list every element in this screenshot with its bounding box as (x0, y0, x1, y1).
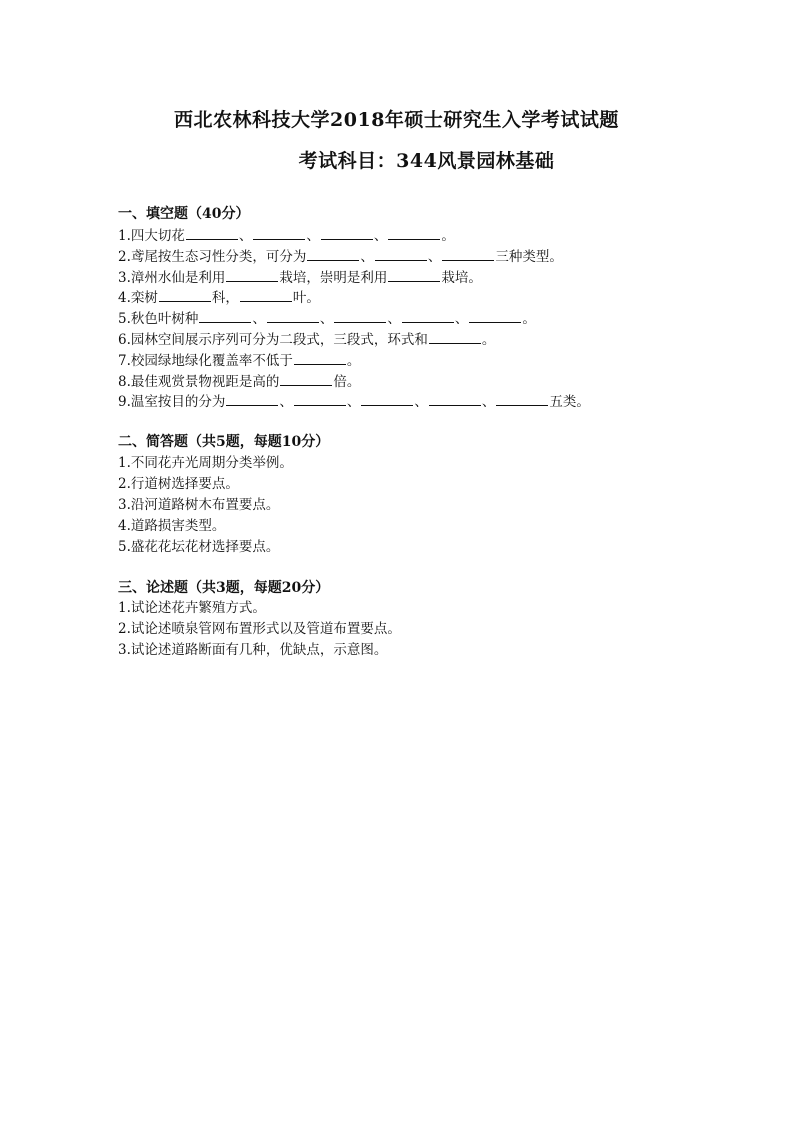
answer-blank (294, 392, 346, 406)
question-text: 栽培。 (441, 269, 482, 286)
question-item (118, 288, 320, 307)
question-item (118, 517, 225, 535)
question-text: 、 (346, 394, 361, 411)
question-text: 倍。 (333, 373, 361, 390)
question-item (118, 454, 293, 472)
answer-blank (429, 330, 481, 344)
answer-blank (469, 309, 521, 323)
answer-blank (294, 351, 346, 365)
question-item (118, 475, 239, 493)
question-text: 、 (427, 248, 442, 265)
answer-blank (429, 392, 481, 406)
section-heading: 三、论述题（共3题，每题20分） (118, 580, 330, 596)
question-item (118, 268, 482, 287)
question-text: 3.沿河道路树木布置要点。 (118, 497, 280, 513)
question-text: 9.温室按目的分为 (118, 394, 226, 411)
question-text: 、 (454, 311, 469, 328)
answer-blank (253, 226, 305, 240)
question-text: 2.行道树选择要点。 (118, 476, 239, 492)
answer-blank (402, 309, 454, 323)
question-text: 2.试论述喷泉管网布置形式以及管道布置要点。 (118, 621, 401, 637)
answer-blank (321, 226, 373, 240)
question-item (118, 496, 279, 514)
question-item (118, 641, 387, 659)
question-item (118, 226, 455, 245)
question-text: 4.道路损害类型。 (118, 518, 226, 534)
question-text: 栽培，崇明是利用 (279, 269, 388, 286)
answer-blank (388, 226, 440, 240)
answer-blank (442, 247, 494, 261)
question-text: 3.试论述道路断面有几种，优缺点，示意图。 (118, 642, 388, 658)
question-text: 、 (414, 394, 428, 411)
question-item (118, 309, 536, 328)
answer-blank (334, 309, 386, 323)
answer-blank (199, 309, 251, 323)
question-item (118, 599, 266, 617)
question-text: 、 (319, 311, 334, 328)
question-text: 、 (360, 248, 374, 265)
section-heading: 一、填空题（40分） (118, 206, 250, 222)
question-text: 5.盛花花坛花材选择要点。 (118, 539, 280, 555)
answer-blank (159, 288, 211, 302)
section-heading: 二、简答题（共5题，每题10分） (118, 434, 330, 450)
question-text: 7.校园绿地绿化覆盖率不低于 (118, 352, 293, 369)
question-text: 叶。 (292, 290, 320, 307)
question-item (118, 372, 360, 391)
question-text: 、 (306, 228, 320, 244)
question-item (118, 620, 401, 638)
answer-blank (267, 309, 319, 323)
question-text: 、 (238, 228, 253, 244)
question-text: 、 (279, 394, 293, 411)
question-text: 1.四大切花 (118, 228, 185, 244)
question-item (118, 247, 563, 266)
answer-blank (226, 268, 278, 282)
question-text: 8.最佳观赏景物视距是高的 (118, 373, 280, 390)
answer-blank (388, 268, 440, 282)
question-text: 科， (211, 290, 239, 307)
question-text: 5.秋色叶树种 (118, 311, 199, 328)
question-text: 、 (387, 311, 401, 328)
question-text: 。 (441, 228, 455, 244)
answer-blank (226, 392, 278, 406)
question-text: 4.栾树 (118, 290, 158, 307)
question-text: 1.试论述花卉繁殖方式。 (118, 600, 266, 616)
answer-blank (361, 392, 413, 406)
question-text: 6.园林空间展示序列可分为二段式，三段式，环式和 (118, 332, 428, 348)
question-item (118, 330, 495, 349)
question-item (118, 351, 360, 370)
exam-subject: 考试科目：344风景园林基础 (298, 150, 555, 172)
question-text: 五类。 (549, 394, 590, 411)
question-item (118, 392, 590, 411)
answer-blank (186, 226, 238, 240)
question-item (118, 538, 279, 556)
question-text: 、 (252, 311, 266, 328)
question-text: 2.鸢尾按生态习性分类，可分为 (118, 248, 307, 265)
answer-blank (307, 247, 359, 261)
question-text: 、 (373, 228, 388, 244)
question-text: 。 (481, 332, 496, 348)
exam-title: 西北农林科技大学2018年硕士研究生入学考试试题 (174, 109, 619, 131)
answer-blank (375, 247, 427, 261)
question-text: 三种类型。 (495, 248, 563, 265)
question-text: 。 (522, 311, 536, 328)
question-text: 、 (481, 394, 496, 411)
question-text: 1.不同花卉光周期分类举例。 (118, 455, 293, 471)
question-text: 3.漳州水仙是利用 (118, 269, 226, 286)
answer-blank (240, 288, 292, 302)
answer-blank (280, 372, 332, 386)
question-text: 。 (346, 352, 361, 369)
answer-blank (496, 392, 548, 406)
